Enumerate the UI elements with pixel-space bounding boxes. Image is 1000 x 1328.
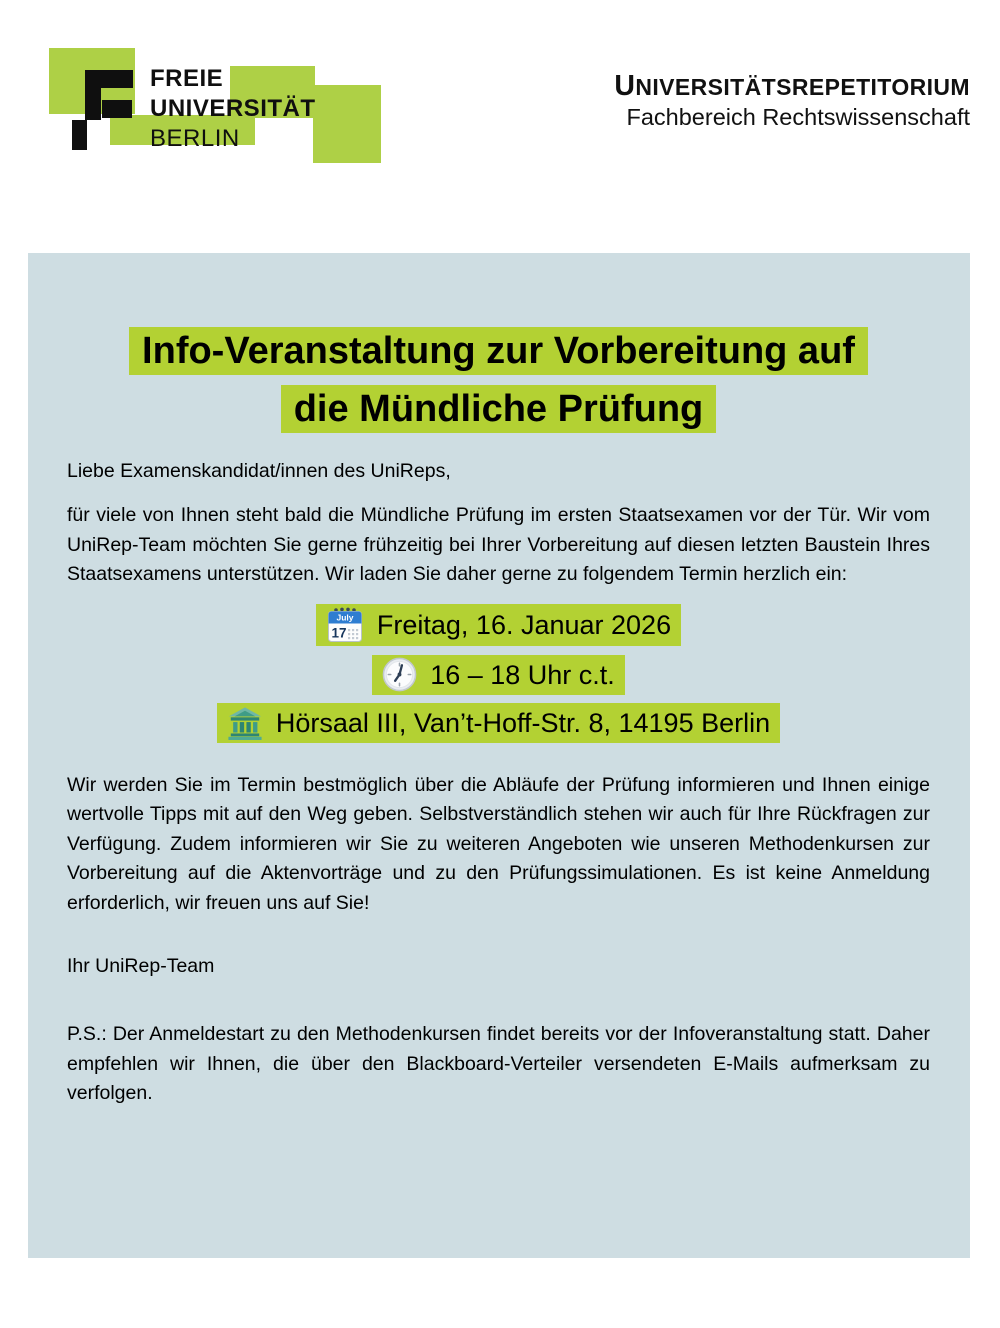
details-paragraph: Wir werden Sie im Termin bestmöglich über die Abläufe der Prüfung informieren und Ihnen einige wertvolle Tipps mit auf den Weg geben. Selbstverständlich stehen wir auch für Ihre Rückfragen zur Verfügung. Zudem informieren wir Sie zu weiteren Angeboten wie unseren Methodenkursen zur Vorbereitung auf die Aktenvorträge und zu den Prüfungssimulationen. Es ist keine Anmeldung erforderlich, wir freuen uns auf Sie! xyxy=(67,773,930,914)
department-title xyxy=(614,72,970,101)
event-location-line xyxy=(67,703,930,746)
calendar-icon xyxy=(326,606,364,644)
page-title-line-1: Info-Veranstaltung zur Vorbereitung auf xyxy=(129,327,868,375)
salutation: Liebe Examenskandidat/innen des UniReps, xyxy=(67,460,451,482)
event-date-line xyxy=(67,604,930,649)
logo-word-freie: FREIE xyxy=(150,65,224,92)
calendar-month-label: July xyxy=(336,612,354,622)
fu-logo-mark-icon xyxy=(72,120,87,150)
logo-wordmark xyxy=(150,64,316,154)
signature: Ihr UniRep-Team xyxy=(67,955,215,977)
logo-green-block-right xyxy=(313,85,381,163)
fu-logo-mark-icon xyxy=(102,100,132,118)
department-header xyxy=(614,72,970,131)
department-title-rest: NIVERSITÄTSREPETITORIUM xyxy=(635,74,970,100)
event-time-line xyxy=(67,655,930,698)
logo-word-universitaet: UNIVERSITÄT xyxy=(150,95,316,122)
department-title-initial: U xyxy=(614,70,636,102)
event-time-text: 16 – 18 Uhr c.t. xyxy=(430,659,615,690)
content-panel xyxy=(28,253,970,1258)
event-details xyxy=(67,604,930,746)
clock-icon xyxy=(382,657,417,692)
intro-paragraph: für viele von Ihnen steht bald die Mündliche Prüfung im ersten Staatsexamen vor der Tür. Wir vom UniRep-Team möchten Sie gerne frühzeitig bei Ihrer Vorbereitung auf diesen letzten Baustein Ihres Staatsexamens unterstützen. Wir laden Sie daher gerne zu folgendem Termin herzlich ein: xyxy=(67,504,930,585)
fu-berlin-logo xyxy=(48,40,388,170)
classical-building-icon xyxy=(227,706,263,741)
event-location-text: Hörsaal III, Van’t-Hoff-Str. 8, 14195 Berlin xyxy=(275,708,771,738)
postscript-paragraph: P.S.: Der Anmeldestart zu den Methodenkursen findet bereits vor der Infoveranstaltung statt. Daher empfehlen wir Ihnen, die über den Blackboard-Verteiler versendeten E-Mails aufmerksam zu verfolgen. xyxy=(67,1023,930,1104)
event-date-text: Freitag, 16. Januar 2026 xyxy=(376,609,672,640)
fu-logo-mark-icon xyxy=(85,70,101,120)
department-subtitle: Fachbereich Rechtswissenschaft xyxy=(626,104,970,130)
logo-word-berlin: BERLIN xyxy=(150,125,240,152)
page-title-line-2: die Mündliche Prüfung xyxy=(281,385,717,433)
calendar-day-label: 17 xyxy=(331,625,347,640)
page-title xyxy=(67,327,930,443)
